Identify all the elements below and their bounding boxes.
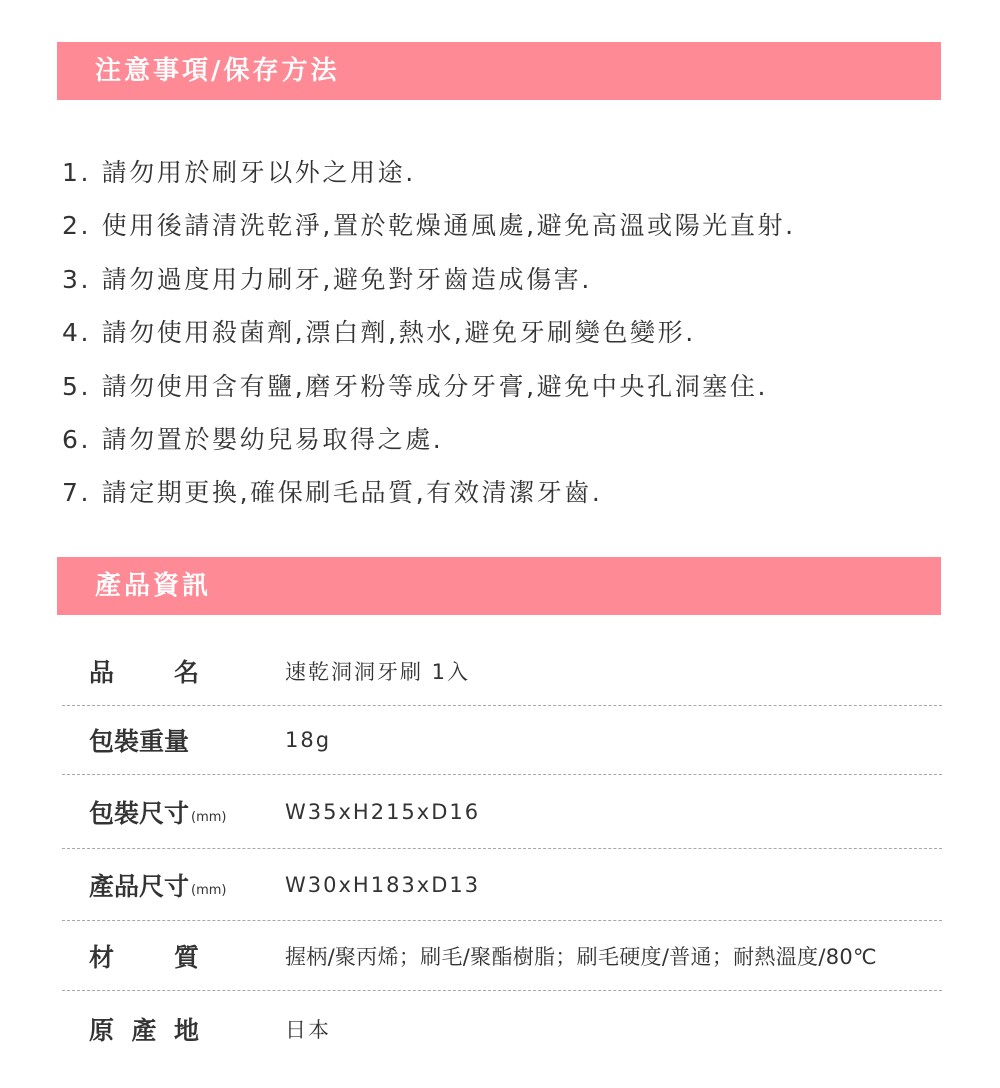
notes-list xyxy=(62,146,796,520)
info-value: W30xH183xD13 xyxy=(285,872,481,897)
notes-section-title: 注意事項/保存方法 xyxy=(95,56,340,86)
note-item: 3. 請勿過度用力刷牙,避免對牙齒造成傷害. xyxy=(62,264,592,294)
info-label-char: 品 xyxy=(89,657,115,687)
info-label xyxy=(89,849,227,920)
info-label-char: 地 xyxy=(173,1016,199,1045)
info-value: 握柄/聚丙烯；刷毛/聚酯樹脂；刷毛硬度/普通；耐熱溫度/80℃ xyxy=(285,944,877,969)
info-row-package-size xyxy=(62,775,942,849)
info-row-product-name xyxy=(62,636,942,706)
info-label-unit: (mm) xyxy=(191,883,227,898)
info-label xyxy=(89,636,199,705)
info-label: 包裝重量 xyxy=(89,727,190,756)
info-label xyxy=(89,991,199,1067)
info-section-header xyxy=(57,557,941,615)
info-value: W35xH215xD16 xyxy=(285,799,481,824)
info-value: 日本 xyxy=(285,1018,331,1042)
notes-section-header xyxy=(57,42,941,100)
info-label-char: 材 xyxy=(89,942,115,972)
info-label-text: 產品尺寸 xyxy=(89,871,190,901)
note-item: 1. 請勿用於刷牙以外之用途. xyxy=(62,158,416,187)
product-info-table xyxy=(62,636,942,1067)
info-label-char: 產 xyxy=(131,1016,157,1045)
info-row-package-weight xyxy=(62,706,942,775)
info-row-product-size xyxy=(62,849,942,921)
info-row-material xyxy=(62,921,942,991)
info-value: 速乾洞洞牙刷 1入 xyxy=(285,659,471,684)
info-section-title: 產品資訊 xyxy=(95,571,212,601)
note-item: 4. 請勿使用殺菌劑,漂白劑,熱水,避免牙刷變色變形. xyxy=(62,318,696,348)
info-label-char: 原 xyxy=(89,1016,115,1045)
info-value: 18g xyxy=(285,728,332,752)
info-label xyxy=(89,775,227,848)
note-item: 2. 使用後請清洗乾淨,置於乾燥通風處,避免高溫或陽光直射. xyxy=(62,211,796,241)
note-item: 7. 請定期更換,確保刷毛品質,有效清潔牙齒. xyxy=(62,478,603,508)
info-label-char: 質 xyxy=(173,942,199,972)
note-item: 5. 請勿使用含有鹽,磨牙粉等成分牙膏,避免中央孔洞塞住. xyxy=(62,371,769,401)
info-label xyxy=(89,921,199,990)
info-label-text: 包裝尺寸 xyxy=(89,798,190,828)
info-row-origin xyxy=(62,991,942,1067)
info-label-unit: (mm) xyxy=(191,810,227,825)
info-label-char: 名 xyxy=(173,657,199,687)
note-item: 6. 請勿置於嬰幼兒易取得之處. xyxy=(62,424,444,454)
